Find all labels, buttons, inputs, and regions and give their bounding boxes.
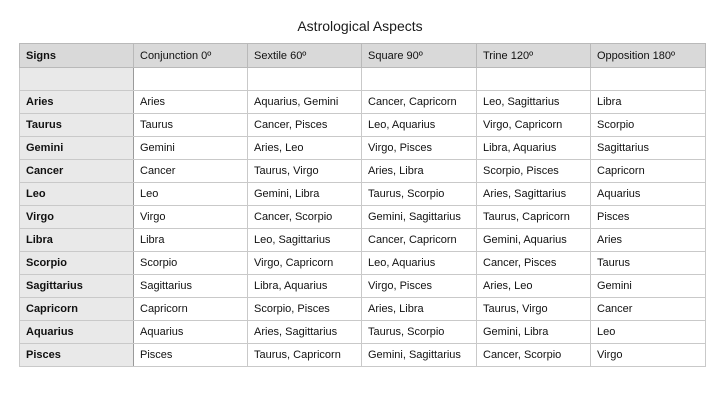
table-cell[interactable]: Cancer, Capricorn xyxy=(362,91,477,114)
table-cell[interactable]: Aries xyxy=(134,91,248,114)
page-title: Astrological Aspects xyxy=(297,18,423,34)
table-row xyxy=(20,229,706,252)
table-cell[interactable]: Leo, Sagittarius xyxy=(477,91,591,114)
header-row xyxy=(20,44,706,68)
table-cell[interactable]: Leo, Sagittarius xyxy=(248,229,362,252)
table-row xyxy=(20,344,706,367)
table-cell[interactable] xyxy=(20,68,134,91)
table-cell[interactable]: Libra, Aquarius xyxy=(477,137,591,160)
table-cell[interactable]: Virgo, Pisces xyxy=(362,275,477,298)
table-cell[interactable]: Gemini, Sagittarius xyxy=(362,206,477,229)
empty-row xyxy=(20,68,706,91)
table-cell[interactable]: Capricorn xyxy=(591,160,706,183)
row-header-sign[interactable]: Leo xyxy=(20,183,134,206)
table-cell[interactable]: Gemini xyxy=(134,137,248,160)
row-header-sign[interactable]: Gemini xyxy=(20,137,134,160)
row-header-sign[interactable]: Virgo xyxy=(20,206,134,229)
row-header-sign[interactable]: Scorpio xyxy=(20,252,134,275)
table-cell[interactable]: Cancer, Capricorn xyxy=(362,229,477,252)
aspects-table xyxy=(19,43,706,367)
table-row xyxy=(20,91,706,114)
table-cell[interactable]: Cancer xyxy=(591,298,706,321)
column-header-square[interactable]: Square 90º xyxy=(362,44,477,68)
table-cell[interactable]: Virgo, Capricorn xyxy=(248,252,362,275)
table-cell[interactable]: Virgo xyxy=(591,344,706,367)
table-cell[interactable]: Aries, Leo xyxy=(477,275,591,298)
table-cell[interactable] xyxy=(248,68,362,91)
table-cell[interactable]: Virgo xyxy=(134,206,248,229)
table-cell[interactable]: Taurus xyxy=(134,114,248,137)
table-cell[interactable]: Scorpio xyxy=(591,114,706,137)
table-cell[interactable]: Gemini, Sagittarius xyxy=(362,344,477,367)
table-cell[interactable]: Pisces xyxy=(591,206,706,229)
table-cell[interactable]: Taurus, Virgo xyxy=(248,160,362,183)
table-row xyxy=(20,183,706,206)
table-cell[interactable]: Libra, Aquarius xyxy=(248,275,362,298)
table-cell[interactable]: Virgo, Capricorn xyxy=(477,114,591,137)
row-header-sign[interactable]: Capricorn xyxy=(20,298,134,321)
table-row xyxy=(20,275,706,298)
table-cell[interactable]: Taurus, Scorpio xyxy=(362,321,477,344)
table-row xyxy=(20,298,706,321)
table-cell[interactable]: Cancer, Scorpio xyxy=(248,206,362,229)
table-cell[interactable]: Taurus xyxy=(591,252,706,275)
table-row xyxy=(20,160,706,183)
table-cell[interactable]: Virgo, Pisces xyxy=(362,137,477,160)
table-cell[interactable]: Taurus, Scorpio xyxy=(362,183,477,206)
table-cell[interactable]: Leo, Aquarius xyxy=(362,114,477,137)
row-header-sign[interactable]: Sagittarius xyxy=(20,275,134,298)
row-header-sign[interactable]: Cancer xyxy=(20,160,134,183)
table-cell[interactable]: Gemini xyxy=(591,275,706,298)
table-cell[interactable]: Leo xyxy=(591,321,706,344)
table-cell[interactable] xyxy=(591,68,706,91)
table-cell[interactable]: Taurus, Capricorn xyxy=(477,206,591,229)
table-cell[interactable] xyxy=(134,68,248,91)
column-header-conjunction[interactable]: Conjunction 0º xyxy=(134,44,248,68)
table-cell[interactable]: Scorpio xyxy=(134,252,248,275)
row-header-sign[interactable]: Pisces xyxy=(20,344,134,367)
column-header-signs[interactable]: Signs xyxy=(20,44,134,68)
table-cell[interactable]: Gemini, Libra xyxy=(248,183,362,206)
table-cell[interactable]: Libra xyxy=(134,229,248,252)
table-cell[interactable]: Cancer, Pisces xyxy=(248,114,362,137)
table-cell[interactable]: Cancer, Pisces xyxy=(477,252,591,275)
table-cell[interactable]: Sagittarius xyxy=(591,137,706,160)
table-cell[interactable]: Gemini, Libra xyxy=(477,321,591,344)
column-header-sextile[interactable]: Sextile 60º xyxy=(248,44,362,68)
table-cell[interactable]: Scorpio, Pisces xyxy=(248,298,362,321)
table-cell[interactable] xyxy=(477,68,591,91)
table-cell[interactable]: Aquarius, Gemini xyxy=(248,91,362,114)
table-cell[interactable]: Sagittarius xyxy=(134,275,248,298)
table-cell[interactable]: Cancer, Scorpio xyxy=(477,344,591,367)
table-cell[interactable]: Leo, Aquarius xyxy=(362,252,477,275)
row-header-sign[interactable]: Aquarius xyxy=(20,321,134,344)
table-cell[interactable]: Pisces xyxy=(134,344,248,367)
table-cell[interactable]: Aquarius xyxy=(591,183,706,206)
table-cell[interactable]: Aries, Libra xyxy=(362,298,477,321)
row-header-sign[interactable]: Libra xyxy=(20,229,134,252)
table-row xyxy=(20,252,706,275)
table-cell[interactable]: Aries, Sagittarius xyxy=(477,183,591,206)
table-cell[interactable]: Leo xyxy=(134,183,248,206)
table-cell[interactable]: Libra xyxy=(591,91,706,114)
row-header-sign[interactable]: Aries xyxy=(20,91,134,114)
table-cell[interactable]: Capricorn xyxy=(134,298,248,321)
table-cell[interactable]: Aquarius xyxy=(134,321,248,344)
column-header-trine[interactable]: Trine 120º xyxy=(477,44,591,68)
table-cell[interactable]: Aries, Sagittarius xyxy=(248,321,362,344)
table-cell[interactable]: Cancer xyxy=(134,160,248,183)
table-cell[interactable]: Scorpio, Pisces xyxy=(477,160,591,183)
column-header-opposition[interactable]: Opposition 180º xyxy=(591,44,706,68)
table-cell[interactable]: Aries xyxy=(591,229,706,252)
table-cell[interactable]: Aries, Leo xyxy=(248,137,362,160)
table-row xyxy=(20,206,706,229)
table-cell[interactable] xyxy=(362,68,477,91)
row-header-sign[interactable]: Taurus xyxy=(20,114,134,137)
table-cell[interactable]: Taurus, Virgo xyxy=(477,298,591,321)
table-cell[interactable]: Taurus, Capricorn xyxy=(248,344,362,367)
table-cell[interactable]: Aries, Libra xyxy=(362,160,477,183)
table-cell[interactable]: Gemini, Aquarius xyxy=(477,229,591,252)
table-row xyxy=(20,137,706,160)
table-row xyxy=(20,321,706,344)
table-row xyxy=(20,114,706,137)
